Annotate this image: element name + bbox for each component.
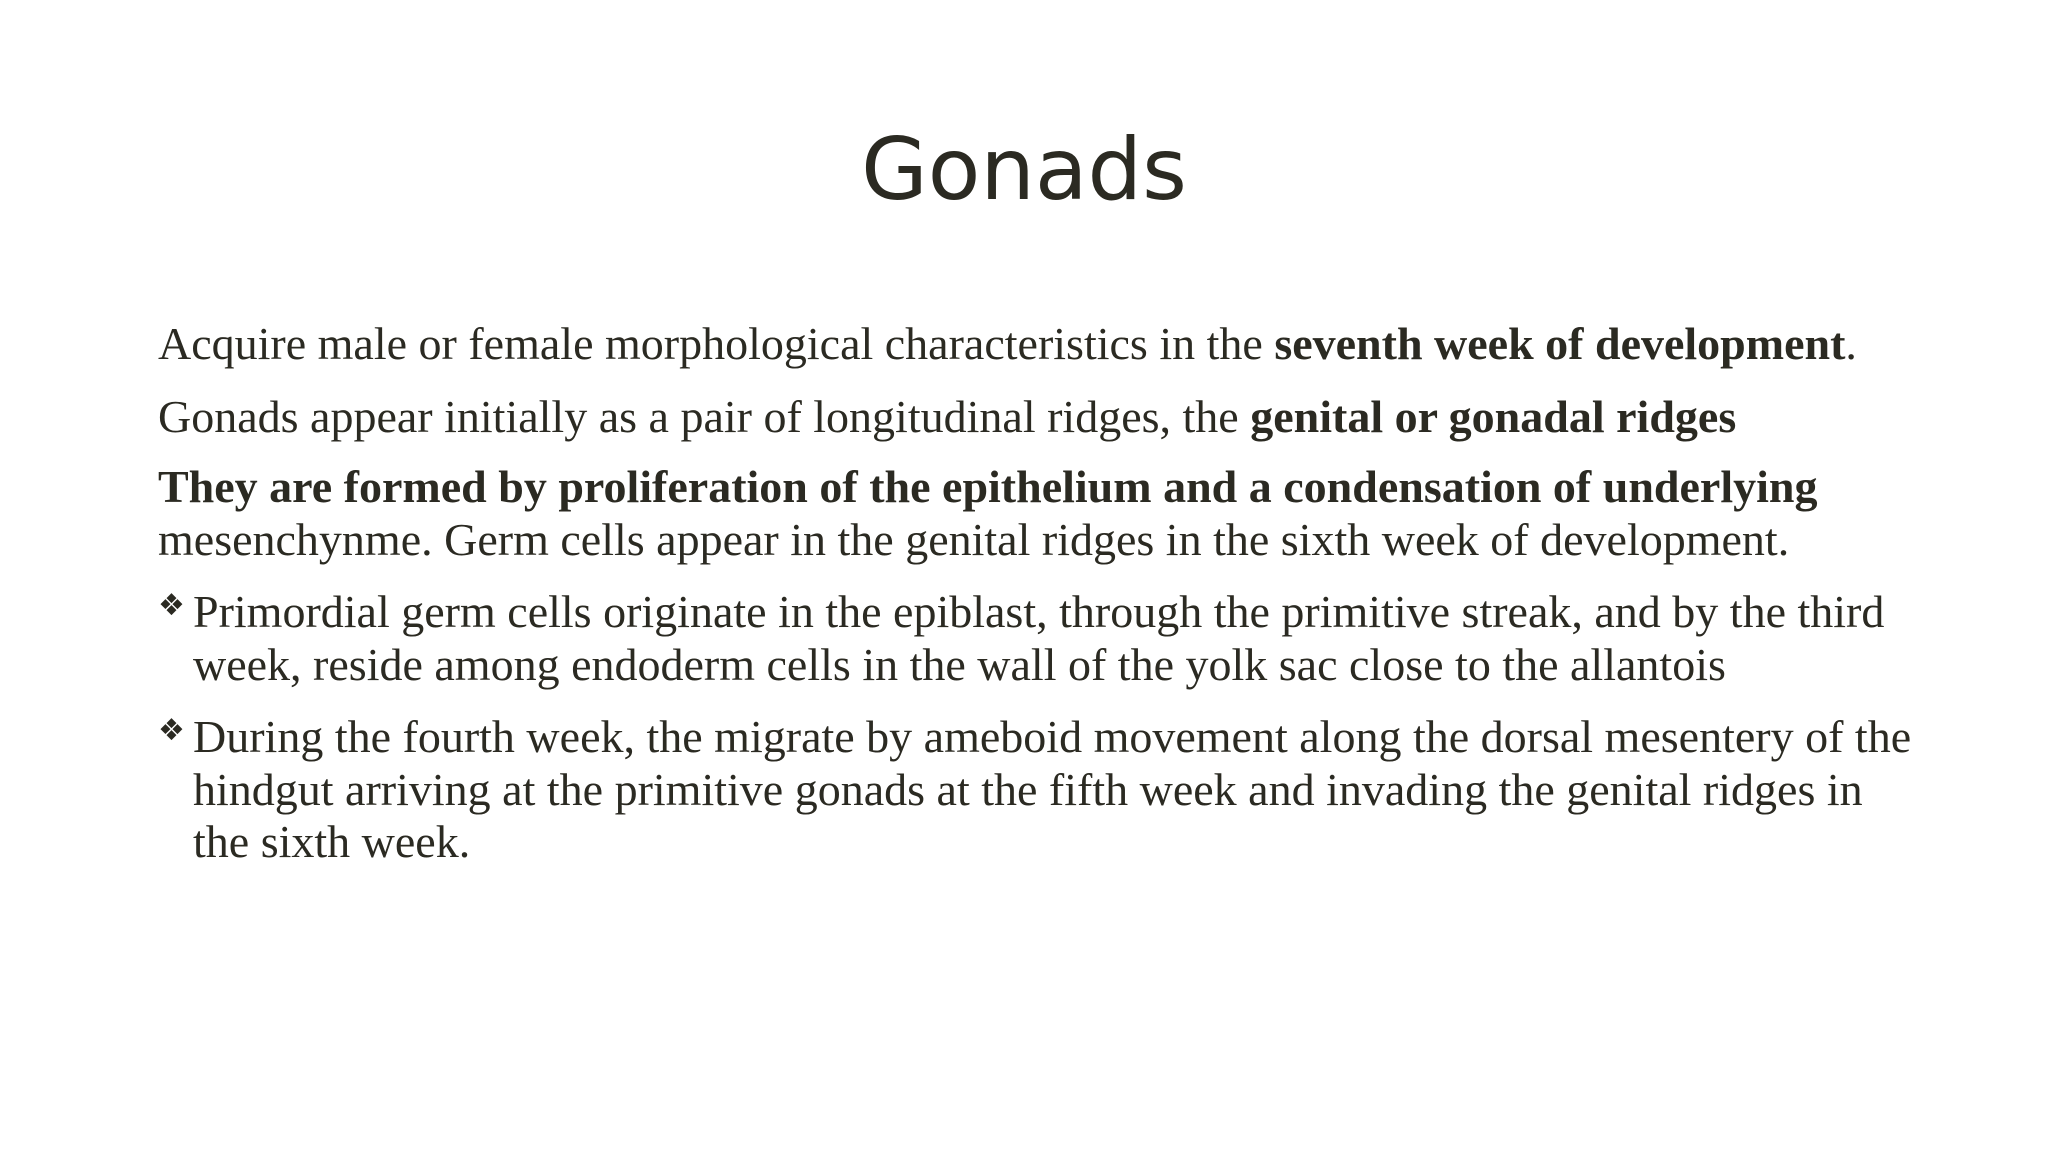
bullet-text: Primordial germ cells originate in the epiblast, through the primitive streak, and by the third week, reside among endoderm cells in the wall of the yolk sac close to the allantois — [193, 586, 1885, 690]
slide-title: Gonads — [861, 120, 1187, 220]
slide-body — [158, 318, 1918, 869]
bullet-item-primordial-germ-cells — [158, 586, 1918, 691]
paragraph-bold-text: genital or gonadal ridges — [1250, 390, 1737, 442]
paragraph-text: . — [1845, 318, 1857, 369]
paragraph-text: Acquire male or female morphological characteristics in the — [158, 318, 1275, 369]
diamond-bullet-icon: ❖ — [158, 713, 185, 748]
paragraph-text: mesenchynme. Germ cells appear in the genital ridges in the sixth week of development. — [158, 513, 1790, 565]
paragraph-genital-ridges — [158, 391, 1918, 444]
bullet-text: During the fourth week, the migrate by ameboid movement along the dorsal mesentery of the hindgut arriving at the primitive gonads at the fifth week and invading the genital ridges in the sixth week. — [193, 711, 1912, 867]
paragraph-seventh-week — [158, 318, 1918, 371]
paragraph-formation — [158, 461, 1918, 566]
paragraph-text: Gonads appear initially as a pair of longitudinal ridges, the — [158, 390, 1251, 442]
paragraph-bold-text: They are formed by proliferation of the epithelium and a condensation of underlying — [158, 461, 1818, 512]
paragraph-bold-text: seventh week of development — [1274, 318, 1846, 369]
bullet-item-fourth-week-migration — [158, 711, 1918, 869]
diamond-bullet-icon: ❖ — [158, 588, 185, 623]
